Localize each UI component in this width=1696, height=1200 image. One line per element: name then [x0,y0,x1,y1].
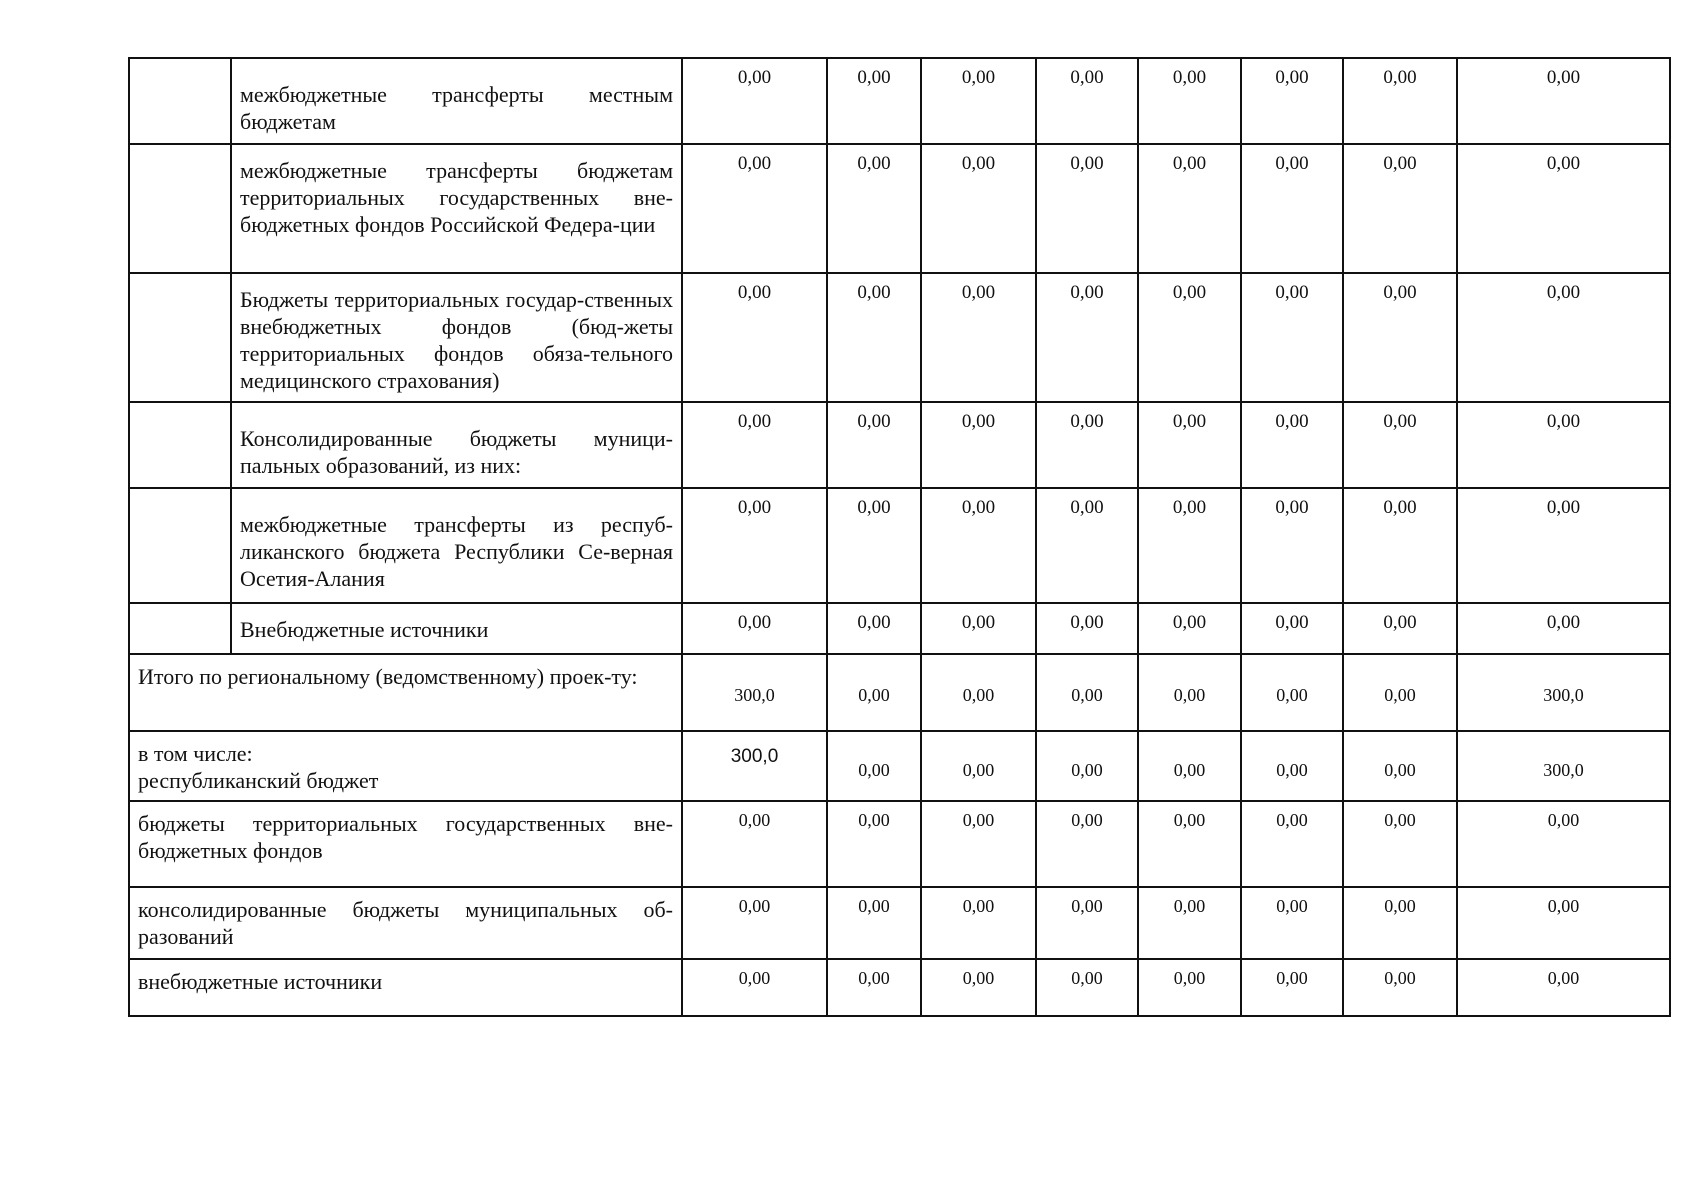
value-cell: 0,00 [682,603,827,654]
value-cell: 0,00 [1343,402,1457,488]
value-cell: 0,00 [1241,58,1343,144]
value-cell: 0,00 [682,801,827,887]
value-cell: 0,00 [921,887,1036,959]
table-row [129,58,1670,144]
indent-cell [129,273,231,402]
including-heading: в том числе: [138,741,253,766]
indent-cell [129,58,231,144]
value-cell: 0,00 [1138,58,1241,144]
row-label: Консолидированные бюджеты муници-пальных образований, из них: [231,402,682,488]
row-label: внебюджетные источники [129,959,682,1016]
row-label: Внебюджетные источники [231,603,682,654]
value-cell: 0,00 [1036,273,1138,402]
value-cell: 0,00 [1241,731,1343,801]
value-cell: 0,00 [1343,144,1457,273]
value-cell: 0,00 [1241,801,1343,887]
row-label: бюджеты территориальных государственных вне-бюджетных фондов [129,801,682,887]
row-label: консолидированные бюджеты муниципальных об-разований [129,887,682,959]
value-cell: 0,00 [827,402,921,488]
value-cell: 0,00 [1138,273,1241,402]
value-cell: 0,00 [1036,887,1138,959]
indent-cell [129,488,231,603]
value-cell: 0,00 [1241,144,1343,273]
value-cell: 0,00 [1036,144,1138,273]
value-cell: 0,00 [682,58,827,144]
value-cell: 0,00 [921,402,1036,488]
value-cell: 300,0 [1457,654,1670,731]
value-cell: 0,00 [1343,959,1457,1016]
value-cell: 0,00 [1036,603,1138,654]
total-label: Итого по региональному (ведомственному) проек-ту: [129,654,682,731]
value-cell: 0,00 [827,801,921,887]
value-cell: 0,00 [921,654,1036,731]
including-subheading: республиканский бюджет [138,768,379,793]
value-cell: 0,00 [827,488,921,603]
value-cell: 0,00 [1343,58,1457,144]
value-cell: 0,00 [1343,654,1457,731]
value-cell: 300,0 [682,654,827,731]
value-cell: 0,00 [1343,603,1457,654]
value-cell: 0,00 [1036,58,1138,144]
value-cell: 0,00 [1457,959,1670,1016]
value-cell: 0,00 [1457,801,1670,887]
value-cell: 0,00 [1343,731,1457,801]
value-cell: 0,00 [827,731,921,801]
row-label: межбюджетные трансферты из респуб-ликанского бюджета Республики Се-верная Осетия-Алания [231,488,682,603]
value-cell: 0,00 [1241,402,1343,488]
value-cell: 0,00 [921,144,1036,273]
value-cell: 0,00 [682,959,827,1016]
value-cell: 0,00 [682,273,827,402]
indent-cell [129,402,231,488]
table-row [129,402,1670,488]
value-cell: 0,00 [1138,402,1241,488]
value-cell: 0,00 [1138,959,1241,1016]
value-cell: 0,00 [827,58,921,144]
value-cell: 0,00 [1241,959,1343,1016]
value-cell: 0,00 [1036,959,1138,1016]
value-cell: 300,0 [1457,731,1670,801]
value-cell: 0,00 [682,488,827,603]
value-cell: 0,00 [1343,887,1457,959]
value-cell: 0,00 [827,887,921,959]
value-cell: 0,00 [1457,603,1670,654]
value-cell: 0,00 [682,402,827,488]
value-cell: 0,00 [827,959,921,1016]
table-row [129,887,1670,959]
value-cell: 0,00 [921,273,1036,402]
value-cell: 300,0 [682,731,827,801]
indent-cell [129,144,231,273]
value-cell: 0,00 [1036,654,1138,731]
table-row [129,488,1670,603]
value-cell: 0,00 [1138,801,1241,887]
value-cell: 0,00 [827,273,921,402]
total-row [129,654,1670,731]
value-cell: 0,00 [921,603,1036,654]
value-cell: 0,00 [1036,488,1138,603]
table-row [129,801,1670,887]
value-cell: 0,00 [1241,603,1343,654]
value-cell: 0,00 [1138,603,1241,654]
value-cell: 0,00 [1343,801,1457,887]
row-label: межбюджетные трансферты бюджетам территориальных государственных вне-бюджетных фондов Российской Федера-ции [231,144,682,273]
including-row [129,731,1670,801]
table-row [129,603,1670,654]
value-cell: 0,00 [1036,402,1138,488]
value-cell: 0,00 [921,488,1036,603]
value-cell: 0,00 [1457,273,1670,402]
value-cell: 0,00 [682,887,827,959]
value-cell: 0,00 [1457,887,1670,959]
value-cell: 0,00 [1457,488,1670,603]
value-cell: 0,00 [1138,654,1241,731]
value-cell: 0,00 [1241,654,1343,731]
value-cell: 0,00 [1457,58,1670,144]
value-cell: 0,00 [1241,273,1343,402]
value-cell: 0,00 [827,654,921,731]
value-cell: 0,00 [1138,144,1241,273]
value-cell: 0,00 [1138,887,1241,959]
value-cell: 0,00 [682,144,827,273]
value-cell: 0,00 [1138,731,1241,801]
table-row [129,959,1670,1016]
value-cell: 0,00 [1036,731,1138,801]
budget-table [128,57,1671,1017]
value-cell: 0,00 [1457,144,1670,273]
table-row [129,273,1670,402]
value-cell: 0,00 [827,603,921,654]
indent-cell [129,603,231,654]
value-cell: 0,00 [921,959,1036,1016]
value-cell: 0,00 [921,801,1036,887]
value-cell: 0,00 [1457,402,1670,488]
table-row [129,144,1670,273]
value-cell: 0,00 [1036,801,1138,887]
value-cell: 0,00 [921,58,1036,144]
value-cell: 0,00 [1343,488,1457,603]
value-cell: 0,00 [921,731,1036,801]
row-label: межбюджетные трансферты местным бюджетам [231,58,682,144]
value-cell: 0,00 [1343,273,1457,402]
including-label [129,731,682,801]
row-label: Бюджеты территориальных государ-ственных внебюджетных фондов (бюд-жеты территориальных фондов обяза-тельного медицинского страхования) [231,273,682,402]
value-cell: 0,00 [1241,488,1343,603]
value-cell: 0,00 [827,144,921,273]
value-cell: 0,00 [1138,488,1241,603]
value-cell: 0,00 [1241,887,1343,959]
